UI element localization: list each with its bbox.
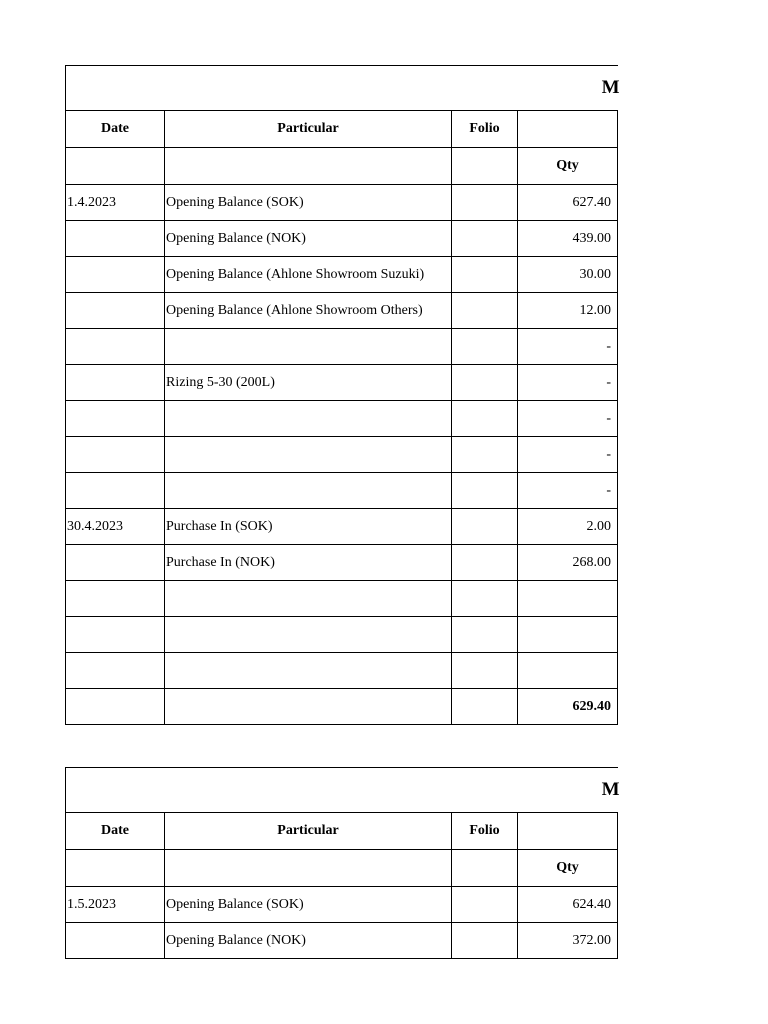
subheader-empty [452,148,518,185]
cell-particular [165,401,452,437]
table-row [66,653,618,689]
cell-qty: 268.00 [518,545,618,581]
cell-folio [452,581,518,617]
table-row [66,581,618,617]
cell-qty: 30.00 [518,257,618,293]
cell-folio [452,887,518,923]
cell-date: 1.5.2023 [66,887,165,923]
table-row [66,545,618,581]
cell-date: 30.4.2023 [66,509,165,545]
subheader-empty [165,148,452,185]
cell-qty: 12.00 [518,293,618,329]
cell-folio [452,185,518,221]
header-row [66,813,618,850]
table-row [66,401,618,437]
cell-particular: Purchase In (SOK) [165,509,452,545]
ledger-body [66,768,618,959]
cell-date [66,653,165,689]
cell-date [66,257,165,293]
cell-date [66,365,165,401]
cell-folio [452,257,518,293]
cell-date [66,437,165,473]
cell-particular [165,653,452,689]
cell-date [66,293,165,329]
cell-qty: 624.40 [518,887,618,923]
cell-folio [452,293,518,329]
table-row [66,221,618,257]
ledger-title-text: M [601,779,620,800]
table-row [66,923,618,959]
header-date: Date [66,813,165,850]
cell-folio [452,473,518,509]
ledger-title [66,768,618,813]
subheader-row [66,148,618,185]
cell-date [66,401,165,437]
ledger-table-april [65,65,618,725]
table-row [66,509,618,545]
cell-particular: Opening Balance (SOK) [165,185,452,221]
cell-date [66,617,165,653]
header-particular: Particular [165,111,452,148]
subheader-empty [66,148,165,185]
cell-qty [518,653,618,689]
total-qty: 629.40 [518,689,618,725]
cell-particular [165,437,452,473]
cell-particular: Opening Balance (NOK) [165,221,452,257]
subheader-empty [165,850,452,887]
cell-date [66,689,165,725]
header-date: Date [66,111,165,148]
cell-particular: Purchase In (NOK) [165,545,452,581]
cell-qty: - [518,329,618,365]
cell-date [66,545,165,581]
ledger-body [66,66,618,725]
cell-particular: Opening Balance (Ahlone Showroom Suzuki) [165,257,452,293]
cell-folio [452,545,518,581]
table-row [66,257,618,293]
header-folio: Folio [452,111,518,148]
cell-folio [452,365,518,401]
header-qty-span [518,111,618,148]
cell-date: 1.4.2023 [66,185,165,221]
title-row [66,768,618,813]
table-row [66,473,618,509]
cell-particular: Opening Balance (SOK) [165,887,452,923]
cell-particular [165,329,452,365]
total-row [66,689,618,725]
ledger-title [66,66,618,111]
header-qty: Qty [518,148,618,185]
table-row [66,437,618,473]
subheader-empty [66,850,165,887]
cell-date [66,473,165,509]
cell-qty: 627.40 [518,185,618,221]
header-particular: Particular [165,813,452,850]
subheader-empty [452,850,518,887]
cell-qty: 2.00 [518,509,618,545]
table-row [66,365,618,401]
cell-particular [165,473,452,509]
cell-folio [452,509,518,545]
cell-particular [165,617,452,653]
cell-particular: Opening Balance (Ahlone Showroom Others) [165,293,452,329]
cell-folio [452,221,518,257]
cell-folio [452,689,518,725]
cell-particular [165,581,452,617]
cell-folio [452,401,518,437]
cell-qty: - [518,365,618,401]
cell-qty: - [518,473,618,509]
header-qty-span [518,813,618,850]
header-folio: Folio [452,813,518,850]
cell-particular [165,689,452,725]
subheader-row [66,850,618,887]
table-row [66,617,618,653]
ledger-title-text: M [601,77,620,98]
cell-folio [452,923,518,959]
cell-date [66,923,165,959]
cell-folio [452,437,518,473]
cell-particular: Rizing 5-30 (200L) [165,365,452,401]
table-row [66,293,618,329]
header-row [66,111,618,148]
cell-qty [518,581,618,617]
cell-folio [452,653,518,689]
cell-qty: - [518,401,618,437]
header-qty: Qty [518,850,618,887]
cell-particular: Opening Balance (NOK) [165,923,452,959]
table-row [66,185,618,221]
cell-date [66,221,165,257]
cell-date [66,329,165,365]
cell-qty [518,617,618,653]
ledger-table-may [65,767,618,959]
cell-qty: - [518,437,618,473]
cell-folio [452,617,518,653]
cell-qty: 439.00 [518,221,618,257]
cell-folio [452,329,518,365]
cell-qty: 372.00 [518,923,618,959]
table-row [66,329,618,365]
cell-date [66,581,165,617]
table-row [66,887,618,923]
title-row [66,66,618,111]
